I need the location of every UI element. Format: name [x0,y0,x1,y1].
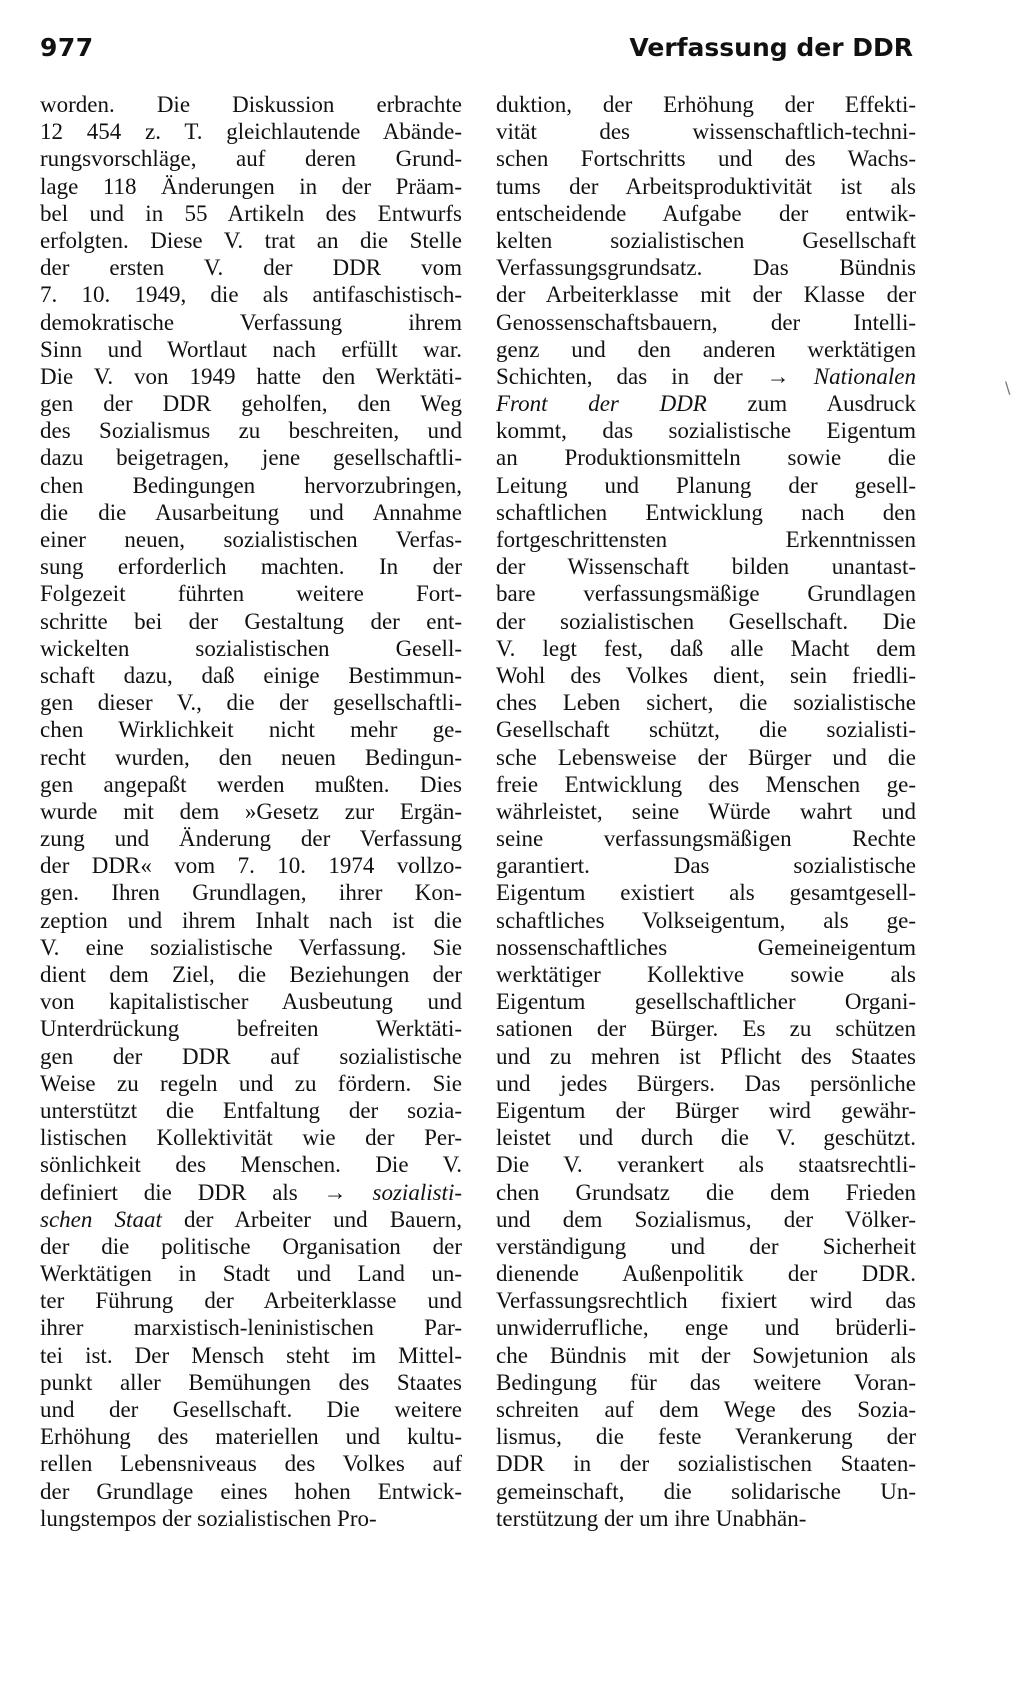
text-line: des Sozialismus zu beschreiten, und [40,418,462,444]
text-line: Genossenschaftsbauern, der Intelli- [496,309,916,335]
text-line: lungstempos der sozialistischen Pro- [40,1505,377,1531]
text-line: entscheidende Aufgabe der entwik- [496,200,916,226]
text-line: Eigentum der Bürger wird gewähr- [496,1097,916,1123]
text-line: V. legt fest, daß alle Macht dem [496,635,916,661]
text-segment: zum Ausdruck [706,391,916,417]
cross-reference-term: sozialisti- [372,1179,462,1205]
margin-speck: \ [1005,378,1011,397]
text-line: ihrer marxistisch-leninistischen Par- [40,1315,462,1341]
text-line: tei ist. Der Mensch steht im Mittel- [40,1342,462,1368]
text-line: gen der DDR geholfen, den Weg [40,391,462,417]
text-line: terstützung der um ihre Unabhän- [496,1505,807,1531]
text-line: und zu mehren ist Pflicht des Staates [496,1043,916,1069]
text-line: Gesellschaft schützt, die sozialisti- [496,717,916,743]
text-line: gemeinschaft, die solidarische Un- [496,1478,916,1504]
left-text-column [40,91,462,1532]
text-line: kelten sozialistischen Gesellschaft [496,227,916,253]
text-line: der die politische Organisation der [40,1233,462,1259]
text-line: wurde mit dem »Gesetz zur Ergän- [40,798,462,824]
text-line: der Grundlage eines hohen Entwick- [40,1478,462,1504]
text-line: Eigentum existiert als gesamtgesell- [496,880,916,906]
text-line: che Bündnis mit der Sowjetunion als [496,1342,916,1368]
text-line: leistet und durch die V. geschützt. [496,1125,916,1151]
text-line: genz und den anderen werktätigen [496,336,916,362]
text-line: einer neuen, sozialistischen Verfas- [40,527,462,552]
text-line: Folgezeit führten weitere Fort- [40,581,462,607]
text-line: Die V. von 1949 hatte den Werktäti- [40,363,462,389]
text-line: sung erforderlich machten. In der [40,554,462,580]
text-line: fortgeschrittensten Erkenntnissen [496,527,916,552]
text-line: demokratische Verfassung ihrem [40,309,462,335]
text-line: gen. Ihren Grundlagen, ihrer Kon- [40,880,462,906]
text-line: ter Führung der Arbeiterklasse und [40,1288,462,1314]
cross-reference-term: schen Staat [40,1206,162,1232]
text-line: erfolgten. Diese V. trat an die Stelle [40,227,462,253]
text-line: duktion, der Erhöhung der Effekti- [496,92,916,117]
text-line [496,390,916,417]
text-line: schen Fortschritts und des Wachs- [496,146,916,172]
text-line: schaftlichen Entwicklung nach den [496,499,916,525]
text-line: schritte bei der Gestaltung der ent- [40,608,462,634]
text-line: Leitung und Planung der gesell- [496,472,916,498]
text-line: zeption und ihrem Inhalt nach ist die [40,907,462,933]
text-line: worden. Die Diskussion erbrachte [40,92,462,117]
text-line: recht wurden, den neuen Bedingun- [40,744,462,770]
text-line: der DDR« vom 7. 10. 1974 vollzo- [40,853,462,879]
text-line: Unterdrückung befreiten Werktäti- [40,1016,462,1042]
text-line: bel und in 55 Artikeln des Entwurfs [40,200,462,226]
text-line: Verfassungsgrundsatz. Das Bündnis [496,255,916,281]
text-line: V. eine sozialistische Verfassung. Sie [40,934,462,960]
text-line: tums der Arbeitsproduktivität ist als [496,173,916,199]
running-title: Verfassung der DDR [629,33,913,62]
text-line: schaftliches Volkseigentum, als ge- [496,907,916,933]
text-line: 12 454 z. T. gleichlautende Abände- [40,119,462,145]
text-line: gen der DDR auf sozialistische [40,1043,462,1069]
cross-reference-term: Nationalen [813,363,916,389]
text-line: Verfassungsrechtlich fixiert wird das [496,1288,916,1314]
text-line: punkt aller Bemühungen des Staates [40,1369,462,1395]
text-line: die die Ausarbeitung und Annahme [40,499,462,525]
text-line [40,1206,462,1233]
text-line: und dem Sozialismus, der Völker- [496,1206,916,1232]
text-line: und jedes Bürgers. Das persönliche [496,1070,916,1096]
text-line: der Arbeiterklasse mit der Klasse der [496,282,916,308]
text-line: freie Entwicklung des Menschen ge- [496,771,916,797]
text-line: verständigung und der Sicherheit [496,1233,916,1259]
text-line: der sozialistischen Gesellschaft. Die [496,608,916,634]
text-line: vität des wissenschaftlich-techni- [496,119,916,145]
right-text-column [496,91,916,1532]
text-line: chen Grundsatz die dem Frieden [496,1179,916,1205]
text-line: chen Bedingungen hervorzubringen, [40,472,462,498]
text-line: DDR in der sozialistischen Staaten- [496,1451,916,1477]
text-line: Werktätigen in Stadt und Land un- [40,1261,462,1287]
text-line: wickelten sozialistischen Gesell- [40,635,462,661]
text-line: schreiten auf dem Wege des Sozia- [496,1397,916,1422]
text-line: Erhöhung des materiellen und kultu- [40,1424,462,1450]
text-line: kommt, das sozialistische Eigentum [496,418,916,444]
text-line: gen angepaßt werden mußten. Dies [40,771,462,797]
text-segment: Schichten, das in der → [496,363,814,389]
text-line: dazu beigetragen, jene gesellschaftli- [40,445,462,471]
text-segment: definiert die DDR als → [40,1179,373,1205]
text-line: chen Wirklichkeit nicht mehr ge- [40,717,462,743]
page-number: 977 [40,33,94,62]
cross-reference-term: Front der DDR [496,391,707,417]
text-line: dienende Außenpolitik der DDR. [496,1261,916,1287]
text-line: zung und Änderung der Verfassung [40,826,462,852]
text-segment: der Arbeiter und Bauern, [161,1206,462,1232]
text-line: gen dieser V., die der gesellschaftli- [40,690,462,716]
text-line: rellen Lebensniveaus des Volkes auf [40,1451,462,1477]
text-line: Weise zu regeln und zu fördern. Sie [40,1070,462,1096]
text-line: dient dem Ziel, die Beziehungen der [40,962,462,987]
text-line: sche Lebensweise der Bürger und die [496,744,916,770]
text-line: an Produktionsmitteln sowie die [496,445,916,471]
text-line: unwiderrufliche, enge und brüderli- [496,1315,916,1341]
text-line: Die V. verankert als staatsrechtli- [496,1152,916,1178]
text-line: schaft dazu, daß einige Bestimmun- [40,662,462,688]
text-line: der Wissenschaft bilden unantast- [496,554,916,580]
text-line: rungsvorschläge, auf deren Grund- [40,146,462,172]
text-line: lage 118 Änderungen in der Präam- [40,173,462,199]
text-line: werktätiger Kollektive sowie als [496,962,916,987]
text-line: garantiert. Das sozialistische [496,853,916,879]
text-line: sationen der Bürger. Es zu schützen [496,1016,916,1042]
text-line: Bedingung für das weitere Voran- [496,1369,916,1395]
text-line: seine verfassungsmäßigen Rechte [496,826,916,852]
text-line: Sinn und Wortlaut nach erfüllt war. [40,336,462,362]
text-line: bare verfassungsmäßige Grundlagen [496,581,916,607]
text-line: ches Leben sichert, die sozialistische [496,690,916,716]
text-line: unterstützt die Entfaltung der sozia- [40,1097,462,1123]
text-line: 7. 10. 1949, die als antifaschistisch- [40,282,462,308]
text-line [40,1179,462,1206]
text-line: von kapitalistischer Ausbeutung und [40,989,462,1015]
text-line [496,363,916,390]
text-line: lismus, die feste Verankerung der [496,1424,916,1450]
text-line: sönlichkeit des Menschen. Die V. [40,1152,462,1178]
text-line: der ersten V. der DDR vom [40,255,462,281]
text-line: listischen Kollektivität wie der Per- [40,1125,462,1151]
text-line: Eigentum gesellschaftlicher Organi- [496,989,916,1015]
text-line: Wohl des Volkes dient, sein friedli- [496,662,916,688]
text-line: und der Gesellschaft. Die weitere [40,1397,462,1422]
text-line: währleistet, seine Würde wahrt und [496,798,916,824]
text-line: nossenschaftliches Gemeineigentum [496,934,916,960]
